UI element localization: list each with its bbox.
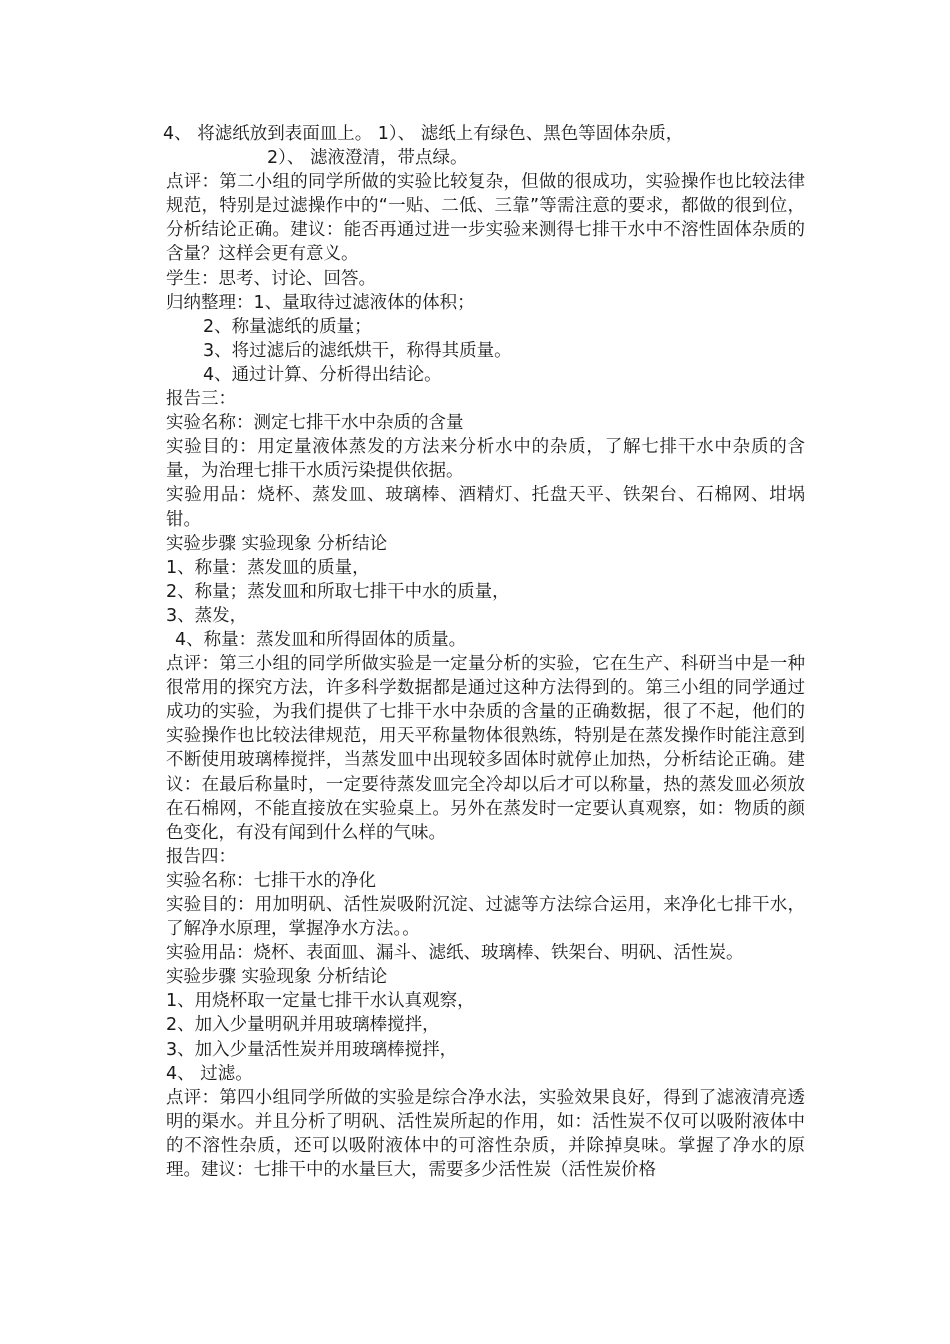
document-body: [145, 122, 805, 1182]
text-line: 学生：思考、讨论、回答。: [166, 268, 376, 289]
text-line: 实验步骤 实验现象 分析结论: [166, 967, 388, 988]
text-line: 3、蒸发，: [166, 605, 248, 626]
text-line: 1、称量：蒸发皿的质量，: [166, 557, 370, 578]
text-line: 2）、 滤液澄清，带点绿。: [267, 148, 468, 169]
text-line: 实验步骤 实验现象 分析结论: [166, 533, 388, 554]
text-line: 4、 将滤纸放到表面皿上。 1）、 滤纸上有绿色、黑色等固体杂质，: [163, 124, 684, 144]
text-line: 4、通过计算、分析得出结论。: [203, 364, 442, 385]
paragraph: 点评：第四小组同学所做的实验是综合净水法，实验效果良好，得到了滤液清亮透明的渠水。并且分析了明矾、活性炭所起的作用，如：活性炭不仅可以吸附液体中的不溶性杂质，还可以吸附液体中的可溶性杂质，并除掉臭味。掌握了净水的原理。建议：七排干中的水量巨大，需要多少活性炭（活性炭价格: [166, 1087, 805, 1181]
paragraph: 点评：第二小组的同学所做的实验比较复杂，但做的很成功，实验操作也比较法律规范，特别是过滤操作中的“一贴、二低、三靠”等需注意的要求，都做的很到位，分析结论正确。建议：能否再通过进一步实验来测得七排干水中不溶性固体杂质的含量？这样会更有意义。: [166, 172, 805, 265]
text-line: 1、用烧杯取一定量七排干水认真观察，: [166, 991, 475, 1012]
paragraph: 实验目的：用定量液体蒸发的方法来分析水中的杂质，了解七排干水中杂质的含量，为治理七排干水质污染提供依据。: [166, 437, 805, 482]
text-line: 归纳整理：1、量取待过滤液体的体积；: [166, 292, 475, 313]
text-line: 报告三：: [166, 389, 236, 410]
paragraph: 点评：第三小组的同学所做实验是一定量分析的实验，它在生产、科研当中是一种很常用的探究方法，许多科学数据都是通过这种方法得到的。第三小组的同学通过成功的实验，为我们提供了七排干水中杂质的含量的正确数据，很了不起，他们的实验操作也比较法律规范，用天平称量物体很熟练，特别是在蒸发操作时能注意到不断使用玻璃棒搅拌，当蒸发皿中出现较多固体时就停止加热，分析结论正确。建议：在最后称量时，一定要待蒸发皿完全冷却以后才可以称量，热的蒸发皿必须放在石棉网，不能直接放在实验桌上。另外在蒸发时一定要认真观察，如：物质的颜色变化，有没有闻到什么样的气味。: [166, 654, 805, 843]
text-line: 报告四：: [166, 846, 236, 867]
text-line: 3、加入少量活性炭并用玻璃棒搅拌，: [166, 1039, 458, 1060]
paragraph: 实验用品：烧杯、蒸发皿、玻璃棒、酒精灯、托盘天平、铁架台、石棉网、坩埚钳。: [166, 485, 805, 530]
text-line: 实验用品：烧杯、表面皿、漏斗、滤纸、玻璃棒、铁架台、明矾、活性炭。: [166, 943, 744, 964]
text-line: 实验名称：七排干水的净化: [166, 870, 376, 891]
text-line: 2、称量；蒸发皿和所取七排干中水的质量，: [166, 581, 510, 602]
text-line: 4、称量：蒸发皿和所得固体的质量。: [175, 629, 467, 650]
text-line: 2、加入少量明矾并用玻璃棒搅拌，: [166, 1015, 440, 1036]
text-line: 2、称量滤纸的质量；: [203, 316, 372, 337]
paragraph: 实验目的：用加明矾、活性炭吸附沉淀、过滤等方法综合运用，来净化七排干水，了解净水原理，掌握净水方法。。: [166, 895, 805, 940]
text-line: 实验名称：测定七排干水中杂质的含量: [166, 413, 464, 434]
text-line: 3、将过滤后的滤纸烘干，称得其质量。: [203, 340, 512, 361]
text-line: 4、 过滤。: [166, 1063, 253, 1084]
